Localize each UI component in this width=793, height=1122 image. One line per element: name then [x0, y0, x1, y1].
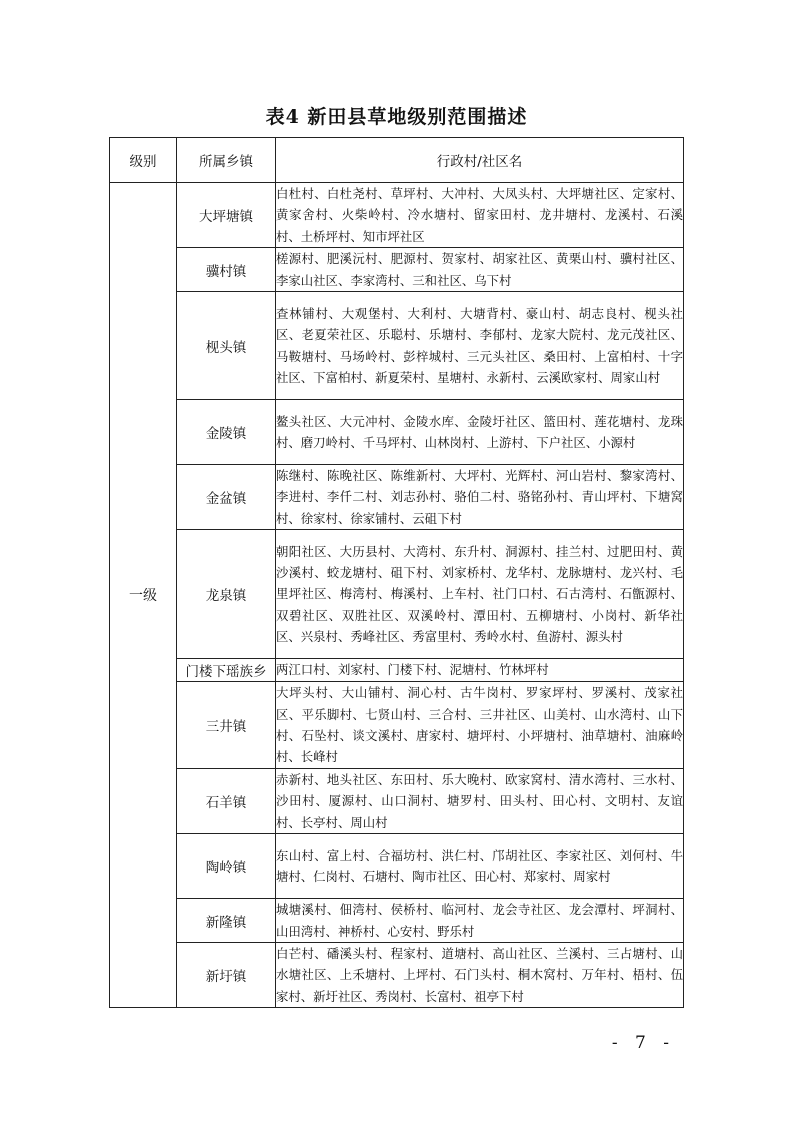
town-cell: 三井镇 — [177, 682, 276, 769]
table-row — [110, 292, 684, 400]
villages-cell: 鳌头社区、大元冲村、金陵水库、金陵圩社区、篮田村、莲花塘村、龙珠村、磨刀岭村、千马坪村、山林岗村、上游村、下户社区、小源村 — [276, 400, 684, 465]
header-row — [110, 138, 684, 183]
header-town: 所属乡镇 — [177, 138, 276, 183]
villages-cell: 白杜村、白杜尧村、草坪村、大冲村、大凤头村、大坪塘社区、定家村、黄家舍村、火柴岭村、冷水塘村、留家田村、龙井塘村、龙溪村、石溪村、土桥坪村、知市坪社区 — [276, 183, 684, 248]
villages-cell: 白芒村、磻溪头村、程家村、道塘村、高山社区、兰溪村、三占塘村、山水塘社区、上禾塘村、上坪村、石门头村、桐木窝村、万年村、梧村、伍家村、新圩社区、秀岗村、长富村、祖亭下村 — [276, 943, 684, 1008]
table-title: 表4 新田县草地级别范围描述 — [265, 106, 528, 128]
table-row — [110, 530, 684, 659]
page-number: - 7 - — [611, 1033, 675, 1053]
town-cell: 金陵镇 — [177, 400, 276, 465]
town-cell: 龙泉镇 — [177, 530, 276, 659]
town-cell: 枧头镇 — [177, 292, 276, 400]
header-villages: 行政村/社区名 — [276, 138, 684, 183]
villages-cell: 查林铺村、大观堡村、大利村、大塘背村、豪山村、胡志良村、枧头社区、老夏荣社区、乐聪村、乐塘村、李郁村、龙家大院村、龙元茂社区、马鞍塘村、马场岭村、彭梓城村、三元头社区、桑田村、上富柏村、十字社区、下富柏村、新夏荣村、星塘村、永新村、云溪欧家村、周家山村 — [276, 292, 684, 400]
table-row — [110, 400, 684, 465]
town-cell: 石羊镇 — [177, 769, 276, 834]
town-cell: 骥村镇 — [177, 248, 276, 292]
table-row — [110, 183, 684, 248]
town-cell: 陶岭镇 — [177, 834, 276, 899]
header-level: 级别 — [110, 138, 177, 183]
table-row — [110, 682, 684, 769]
table-row — [110, 465, 684, 530]
town-cell: 新圩镇 — [177, 943, 276, 1008]
villages-cell: 大坪头村、大山铺村、洞心村、古牛岗村、罗家坪村、罗溪村、茂家社区、平乐脚村、七贤山村、三合村、三井社区、山美村、山水湾村、山下村、石坠村、谈文溪村、唐家村、塘坪村、小坪塘村、油草塘村、油麻岭村、长峰村 — [276, 682, 684, 769]
villages-cell: 城塘溪村、佃湾村、侯桥村、临河村、龙会寺社区、龙会潭村、坪洞村、山田湾村、神桥村、心安村、野乐村 — [276, 899, 684, 943]
table-row — [110, 248, 684, 292]
villages-cell: 两江口村、刘家村、门楼下村、泥塘村、竹林坪村 — [276, 659, 684, 682]
level-cell: 一级 — [110, 183, 177, 1008]
table-row — [110, 769, 684, 834]
town-cell: 大坪塘镇 — [177, 183, 276, 248]
table-row — [110, 834, 684, 899]
villages-cell: 陈继村、陈晚社区、陈维新村、大坪村、光辉村、河山岩村、黎家湾村、李进村、李仟二村、刘志孙村、骆伯二村、骆铭孙村、青山坪村、下塘窝村、徐家村、徐家铺村、云砠下村 — [276, 465, 684, 530]
villages-cell: 槎源村、肥溪沅村、肥源村、贺家村、胡家社区、黄栗山村、骥村社区、李家山社区、李家湾村、三和社区、乌下村 — [276, 248, 684, 292]
villages-cell: 赤新村、地头社区、东田村、乐大晚村、欧家窝村、清水湾村、三水村、沙田村、厦源村、山口洞村、塘罗村、田头村、田心村、文明村、友谊村、长亭村、周山村 — [276, 769, 684, 834]
table-row — [110, 943, 684, 1008]
town-cell: 新隆镇 — [177, 899, 276, 943]
table-row — [110, 899, 684, 943]
grassland-level-table — [109, 137, 684, 1008]
villages-cell: 朝阳社区、大历县村、大湾村、东升村、洞源村、挂兰村、过肥田村、黄沙溪村、蛟龙塘村、砠下村、刘家桥村、龙华村、龙脉塘村、龙兴村、毛里坪社区、梅湾村、梅溪村、上车村、社门口村、石古湾村、石甑源村、双碧社区、双胜社区、双溪岭村、潭田村、五柳塘村、小岗村、新华社区、兴泉村、秀峰社区、秀富里村、秀岭水村、鱼游村、源头村 — [276, 530, 684, 659]
table-row — [110, 659, 684, 682]
town-cell: 门楼下瑶族乡 — [177, 659, 276, 682]
town-cell: 金盆镇 — [177, 465, 276, 530]
villages-cell: 东山村、富上村、合福坊村、洪仁村、邝胡社区、李家社区、刘何村、牛塘村、仁岗村、石塘村、陶市社区、田心村、郑家村、周家村 — [276, 834, 684, 899]
